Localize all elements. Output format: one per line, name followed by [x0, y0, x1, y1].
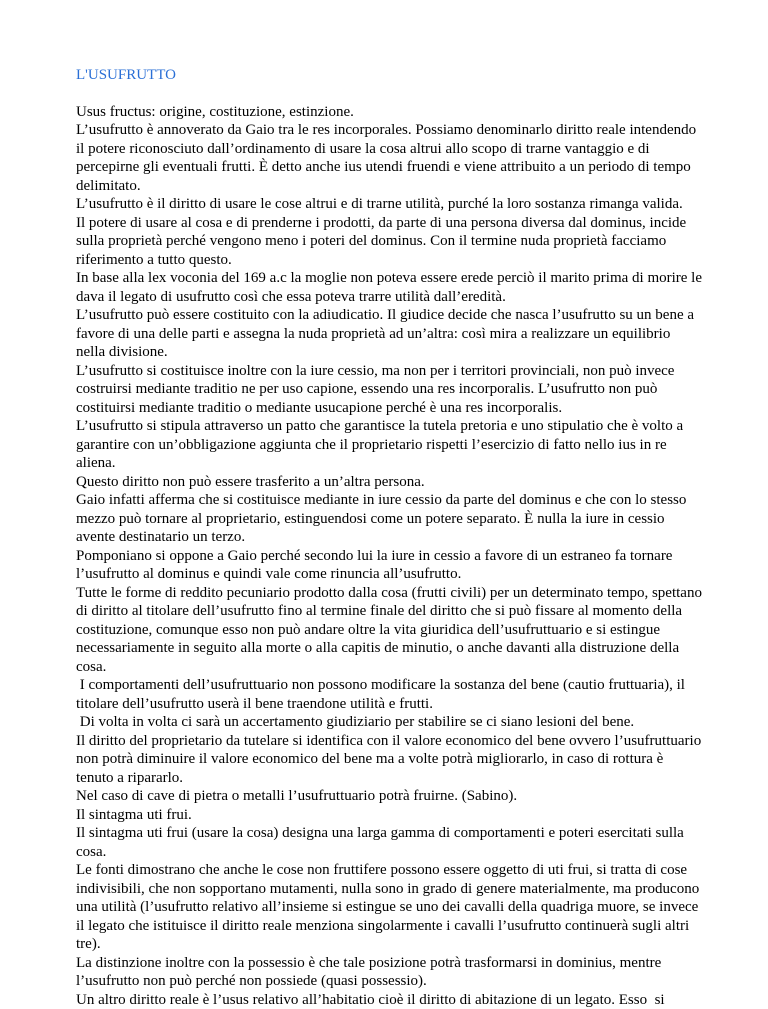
document-page	[76, 66, 702, 1009]
paragraph: Questo diritto non può essere trasferito a un’altra persona.	[76, 473, 702, 492]
paragraph: L’usufrutto si costituisce inoltre con la iure cessio, ma non per i territori provinciali, non può invece costruirsi mediante traditio ne per uso capione, essendo una res incorporalis. L’usufrutto non può costituirsi mediante traditio o mediante usucapione perché è una res incorporalis.	[76, 362, 702, 418]
paragraph: Di volta in volta ci sarà un accertamento giudiziario per stabilire se ci siano lesioni del bene.	[76, 713, 702, 732]
paragraph: La distinzione inoltre con la possessio è che tale posizione potrà trasformarsi in dominius, mentre l’usufrutto non può perché non possiede (quasi possessio).	[76, 954, 702, 991]
paragraph: Pomponiano si oppone a Gaio perché secondo lui la iure in cessio a favore di un estraneo fa tornare l’usufrutto al dominus e quindi vale come rinuncia all’usufrutto.	[76, 547, 702, 584]
paragraph: Un altro diritto reale è l’usus relativo all’habitatio cioè il diritto di abitazione di un legato. Esso si	[76, 991, 702, 1009]
paragraph: L’usufrutto può essere costituito con la adiudicatio. Il giudice decide che nasca l’usufrutto su un bene a favore di una delle parti e assegna la nuda proprietà ad un’altra: così mira a realizzare un equilibrio nella divisione.	[76, 306, 702, 362]
document-title: L'USUFRUTTO	[76, 66, 702, 85]
paragraph: Il sintagma uti frui.	[76, 806, 702, 825]
paragraph: L’usufrutto si stipula attraverso un patto che garantisce la tutela pretoria e uno stipulatio che è volto a garantire con un’obbligazione aggiunta che il proprietario rispetti l’esercizio di fatto nello ius in re aliena.	[76, 417, 702, 473]
paragraph: L’usufrutto è annoverato da Gaio tra le res incorporales. Possiamo denominarlo diritto reale intendendo il potere riconosciuto dall’ordinamento di usare la cosa altrui allo scopo di trarne vantaggio e di percepirne gli eventuali frutti. È detto anche ius utendi fruendi e viene attribuito a un periodo di tempo delimitato.	[76, 121, 702, 195]
paragraph: Il diritto del proprietario da tutelare si identifica con il valore economico del bene ovvero l’usufruttuario non potrà diminuire il valore economico del bene ma a volte potrà migliorarlo, in caso di rottura è tenuto a ripararlo.	[76, 732, 702, 788]
paragraph: L’usufrutto è il diritto di usare le cose altrui e di trarne utilità, purché la loro sostanza rimanga valida.	[76, 195, 702, 214]
paragraph: Nel caso di cave di pietra o metalli l’usufruttuario potrà fruirne. (Sabino).	[76, 787, 702, 806]
paragraph: Il sintagma uti frui (usare la cosa) designa una larga gamma di comportamenti e poteri esercitati sulla cosa.	[76, 824, 702, 861]
paragraph: Tutte le forme di reddito pecuniario prodotto dalla cosa (frutti civili) per un determinato tempo, spettano di diritto al titolare dell’usufrutto fino al termine finale del diritto che si può fissare al momento della costituzione, comunque esso non può andare oltre la vita giuridica dell’usufruttuario e si estingue necessariamente in seguito alla morte o alla capitis de minutio, o anche davanti alla distruzione della cosa.	[76, 584, 702, 677]
paragraph: Gaio infatti afferma che si costituisce mediante in iure cessio da parte del dominus e che con lo stesso mezzo può tornare al proprietario, estinguendosi come un potere separato. È nulla la iure in cessio avente destinatario un terzo.	[76, 491, 702, 547]
paragraph: Usus fructus: origine, costituzione, estinzione.	[76, 103, 702, 122]
paragraph: Le fonti dimostrano che anche le cose non fruttifere possono essere oggetto di uti frui, si tratta di cose indivisibili, che non sopportano mutamenti, nulla sono in grado di genere materialmente, ma producono una utilità (l’usufrutto relativo all’insieme si estingue se uno dei cavalli della quadriga muore, se invece il legato che istituisce il diritto reale menziona singolarmente i cavalli l’usufrutto continuerà sugli altri tre).	[76, 861, 702, 954]
paragraph: In base alla lex voconia del 169 a.c la moglie non poteva essere erede perciò il marito prima di morire le dava il legato di usufrutto così che essa poteva trarre utilità dall’eredità.	[76, 269, 702, 306]
paragraph: Il potere di usare al cosa e di prenderne i prodotti, da parte di una persona diversa dal dominus, incide sulla proprietà perché vengono meno i poteri del dominus. Con il termine nuda proprietà facciamo riferimento a tutto questo.	[76, 214, 702, 270]
paragraph: I comportamenti dell’usufruttuario non possono modificare la sostanza del bene (cautio fruttuaria), il titolare dell’usufrutto userà il bene traendone utilità e frutti.	[76, 676, 702, 713]
document-body	[76, 103, 702, 1009]
